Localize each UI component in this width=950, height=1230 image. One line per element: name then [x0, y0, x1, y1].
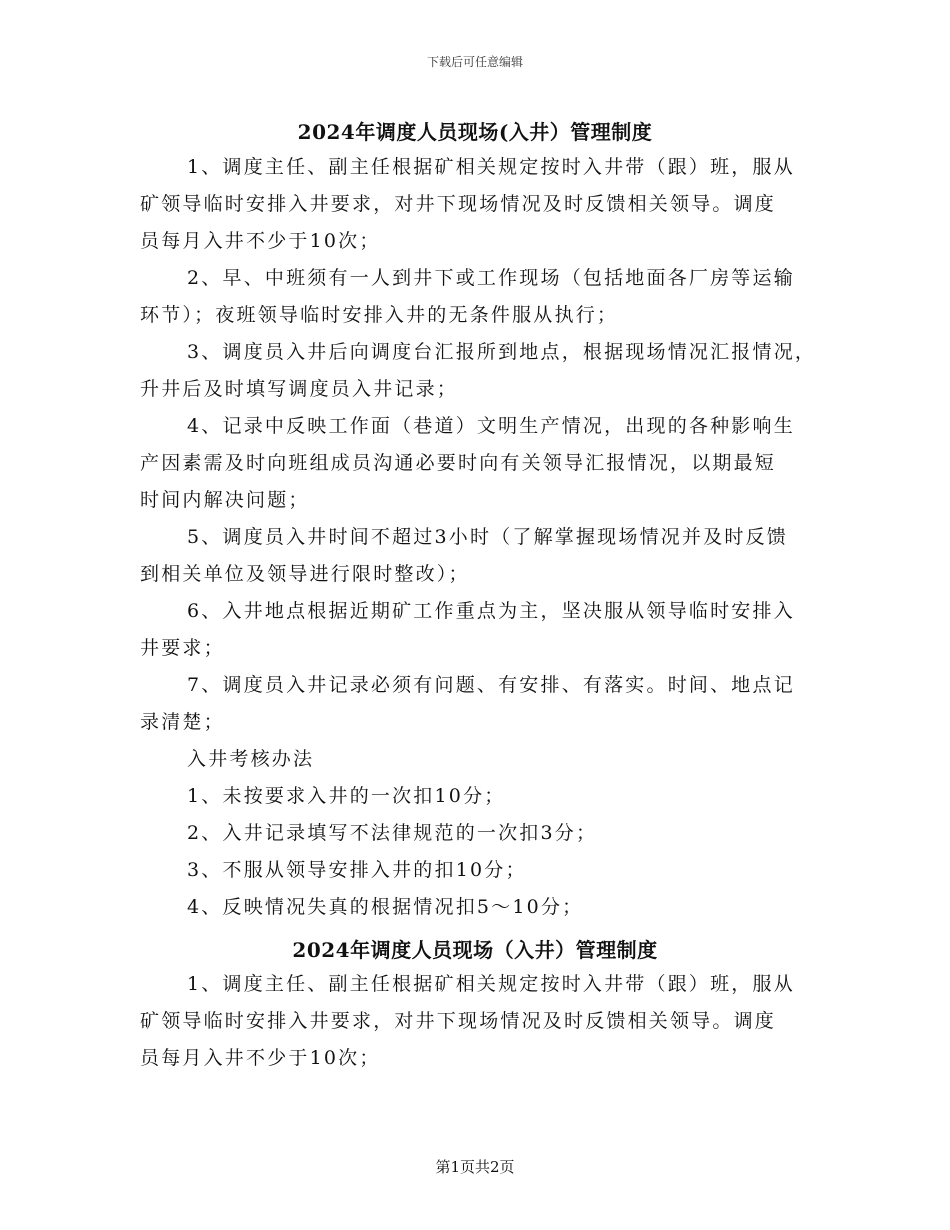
document-title-repeat: 2024年调度人员现场（入井）管理制度	[292, 938, 658, 962]
paragraph-line: 员每月入井不少于10次；	[140, 230, 381, 252]
paragraph-line: 录清楚；	[140, 711, 225, 733]
paragraph-line: 产因素需及时向班组成员沟通必要时向有关领导汇报情况，以期最短	[140, 452, 777, 474]
paragraph-line: 矿领导临时安排入井要求，对井下现场情况及时反馈相关领导。调度	[140, 1010, 777, 1032]
subsection-heading: 入井考核办法	[187, 748, 315, 770]
document-title: 2024年调度人员现场(入井）管理制度	[297, 120, 653, 144]
paragraph-line: 1、调度主任、副主任根据矿相关规定按时入井带（跟）班，服从	[187, 156, 795, 178]
paragraph-line: 2、入井记录填写不法律规范的一次扣3分；	[187, 822, 598, 844]
paragraph-line: 5、调度员入井时间不超过3小时（了解掌握现场情况并及时反馈	[187, 526, 788, 548]
paragraph-line: 井要求；	[140, 637, 225, 659]
paragraph-line: 时间内解决问题；	[140, 489, 310, 511]
page-number: 第1页共2页	[435, 1158, 515, 1176]
paragraph-line: 矿领导临时安排入井要求，对井下现场情况及时反馈相关领导。调度	[140, 193, 777, 215]
header-note: 下载后可任意编辑	[426, 55, 523, 69]
paragraph-line: 环节）；夜班领导临时安排入井的无条件服从执行；	[140, 304, 619, 326]
paragraph-line: 到相关单位及领导进行限时整改）；	[140, 563, 470, 585]
paragraph-line: 1、未按要求入井的一次扣10分；	[187, 785, 506, 807]
paragraph-line: 7、调度员入井记录必须有问题、有安排、有落实。时间、地点记	[187, 674, 795, 696]
paragraph-line: 1、调度主任、副主任根据矿相关规定按时入井带（跟）班，服从	[187, 973, 795, 995]
paragraph-line: 4、记录中反映工作面（巷道）文明生产情况，出现的各种影响生	[187, 415, 795, 437]
paragraph-line: 2、早、中班须有一人到井下或工作现场（包括地面各厂房等运输	[187, 267, 795, 289]
paragraph-line: 员每月入井不少于10次；	[140, 1047, 381, 1069]
paragraph-line: 3、不服从领导安排入井的扣10分；	[187, 859, 527, 881]
paragraph-line: 4、反映情况失真的根据情况扣5～10分；	[187, 896, 584, 918]
paragraph-line: 升井后及时填写调度员入井记录；	[140, 378, 459, 400]
paragraph-line: 6、入井地点根据近期矿工作重点为主，坚决服从领导临时安排入	[187, 600, 795, 622]
paragraph-line: 3、调度员入井后向调度台汇报所到地点，根据现场情况汇报情况，	[187, 341, 817, 363]
